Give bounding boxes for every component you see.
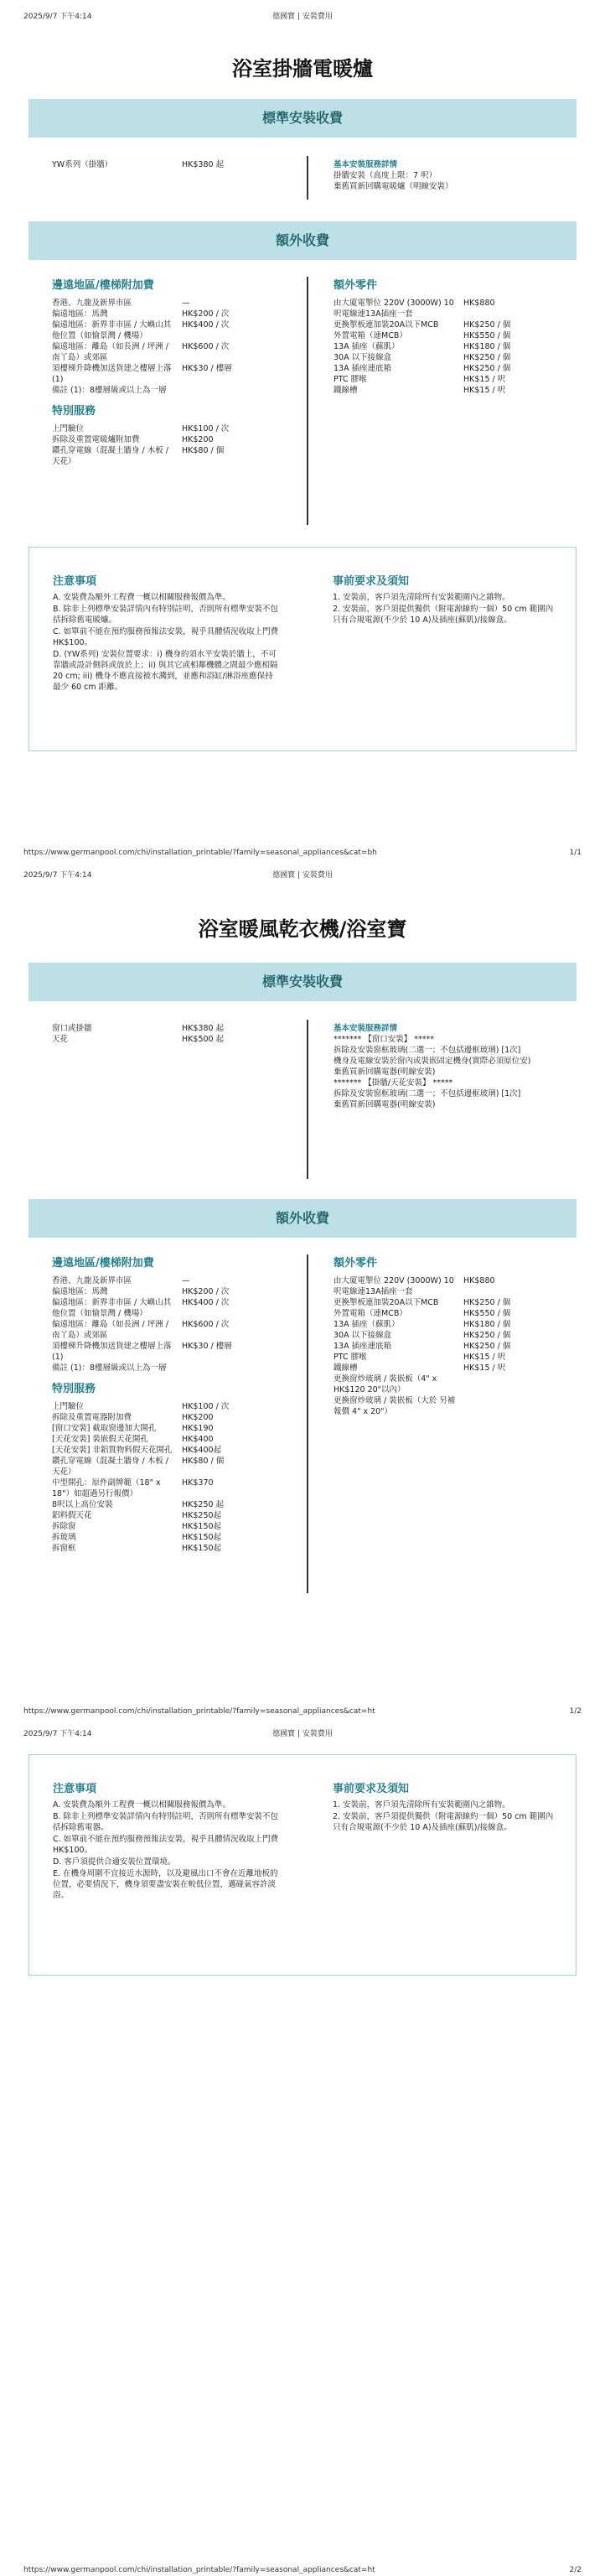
list-item [334,363,577,374]
list-item [334,1297,577,1308]
print-title: 德國寶 | 安裝費用 [272,13,333,21]
item-label: 13A 插座連底箱 [334,1342,392,1351]
item-label: [天花安裝] 非鋁質物料假天花開孔 [52,1446,173,1455]
list-item [52,1532,303,1543]
item-price [463,1395,577,1417]
item-label: 8呎以上高位安裝 [52,1500,113,1509]
item-label: 更換掣板連加裝20A以下MCB [334,1298,439,1307]
list-item [52,423,303,434]
requirement-item: 1. 安裝前，客戶須先清除所有安裝範圍內之雜物。 [333,593,510,602]
list-item [334,1363,577,1374]
requirements-column [333,1784,559,1834]
list-item [52,1423,303,1434]
item-label: 中型開孔：原件副牌範（18" x 18"）如超過另行報價） [52,1478,161,1498]
page-title: 浴室掛牆電暖爐 [232,57,373,80]
list-item [334,1275,577,1297]
item-label: PTC 膠喉 [334,375,367,384]
list-item [52,434,303,445]
item-label: 由大廈電掣位 220V (3000W) 10呎電線連13A插座一套 [334,1276,454,1296]
notes-column [53,576,279,693]
note-item: C. 如單前不能在預約服務預報法安裝，視乎具體情況收取上門費HK$100。 [53,627,279,647]
item-label: 香港、九龍及新界市區 [52,1276,132,1285]
item-price: HK$150起 [182,1522,222,1531]
standard-detail-line: 拆除及安裝窗框玻璃(二選一；不包括邊框玻璃) [1次] [334,1089,521,1098]
item-price: HK$250 / 個 [463,1298,511,1307]
item-price: HK$600 / 次 [182,1320,230,1329]
item-label: 備註 (1)：8樓層級或以上為一層 [52,1363,167,1373]
item-price [182,1363,303,1374]
standard-fee-band: 標準安裝收費 [28,99,577,138]
print-page-3 [0,1717,605,2576]
list-item [52,1543,303,1554]
item-price: HK$250起 [182,1511,222,1520]
requirements-column [333,576,559,626]
item-price: HK$15 / 呎 [463,1353,506,1362]
list-item [334,341,577,352]
item-price: HK$400起 [182,1446,222,1455]
standard-item-name: YW系列（掛牆） [52,160,113,169]
extra-parts-section [334,1254,577,1417]
item-price: HK$80 / 個 [182,1457,225,1466]
list-item [334,1374,577,1395]
list-item [52,1363,303,1374]
note-item: B. 除非上列標準安裝詳情內有特別註明，否則所有標準安裝不包括拆除舊電器。 [53,1812,279,1832]
item-price: HK$400 [182,1435,214,1444]
item-label: 偏遠地區：新界非市區 / 大嶼山其他位置（如愉景灣 / 機場） [52,1298,172,1318]
notes-column [53,1784,279,1902]
standard-item-price: HK$380 起 [182,1024,225,1033]
footer-page-number: 2/2 [569,2566,582,2574]
print-title: 德國寶 | 安裝費用 [272,871,333,880]
footer-page-number: 1/1 [569,849,582,857]
item-label: 外置電箱（連MCB） [334,1309,407,1318]
extra-fee-band: 額外收費 [28,221,577,260]
item-price: HK$370 [182,1478,214,1488]
footer-url: https://www.germanpool.com/chi/installation_printable/?family=seasonal_appliances&cat=ht [23,2566,375,2574]
note-item: C. 如單前不能在預約服務預報法安裝，視乎具體情況收取上門費HK$100。 [53,1835,279,1855]
list-item [52,1319,303,1341]
print-datetime: 2025/9/7 下午4:14 [23,871,92,880]
item-price: HK$200 [182,435,214,444]
item-price: HK$30 / 樓層 [182,1342,232,1351]
item-label: 拆窗框 [52,1544,76,1553]
item-price [463,1374,577,1395]
list-item [52,1275,303,1286]
remote-surcharge-title: 邊遠地區/樓梯附加費 [52,1257,154,1270]
print-page-2 [0,859,605,1717]
footer-url: https://www.germanpool.com/chi/installation_printable/?family=seasonal_appliances&cat=ht [23,1707,375,1716]
list-item [52,341,303,363]
item-label: [天花安裝] 裝嵌假天花開孔 [52,1435,148,1444]
item-price: HK$180 / 個 [463,1320,511,1329]
standard-detail [334,1023,577,1110]
note-item: A. 安裝費為額外工程費一概以相關服務報價為準。 [53,593,230,602]
list-item [52,1286,303,1297]
requirement-item: 1. 安裝前，客戶須先清除所有安裝範圍內之雜物。 [333,1800,510,1810]
notes-title: 注意事項 [53,575,97,588]
notes-box [28,547,577,751]
standard-detail-line: 棄舊買新回購電器(明線安裝) [334,1067,436,1077]
page-title: 浴室暖風乾衣機/浴室寶 [198,917,407,941]
standard-detail-line: 棄舊買新回購電暖爐（明線安裝） [334,182,453,191]
list-item [334,1308,577,1319]
item-label: 外置電箱（連MCB） [334,331,407,340]
item-label: 備註 (1)：8樓層級或以上為一層 [52,386,167,395]
item-label: 13A 插座連底箱 [334,364,392,373]
item-price: — [182,1276,190,1285]
item-label: 鑽孔穿電線（混凝土牆身 / 木板 / 天花） [52,1457,168,1477]
item-label: 更換窗炒玻璃 / 裝嵌板（4" x HK$120 20"以內） [334,1374,437,1394]
item-price: HK$200 / 次 [182,1287,230,1296]
item-price: HK$250 / 個 [463,364,511,373]
item-price: HK$15 / 呎 [463,375,506,384]
list-item [334,330,577,341]
item-label: PTC 膠喉 [334,1353,367,1362]
list-item [52,1510,303,1521]
item-price: HK$100 / 次 [182,1402,230,1411]
column-divider [307,1020,308,1179]
item-label: 13A 插座（蘇肌） [334,342,400,351]
requirements-title: 事前要求及須知 [333,575,410,588]
item-price: HK$190 [182,1424,214,1433]
item-price: HK$150起 [182,1533,222,1542]
item-label: 偏遠地區：馬灣 [52,309,108,319]
item-label: 須樓梯升降機加送貨建之樓層上落 (1) [52,1342,172,1362]
standard-detail-line: 拆除及安裝窗框玻璃(二選一；不包括邊框玻璃) [1次] [334,1046,521,1055]
item-price: HK$80 / 個 [182,446,225,455]
list-item [52,309,303,319]
column-divider [307,1254,308,1593]
list-item [334,298,577,319]
standard-items [52,1023,287,1045]
list-item [52,319,303,341]
extra-parts-section [334,277,577,396]
list-item [52,1297,303,1319]
item-label: 鑽孔穿電線（混凝土牆身 / 木板 / 天花） [52,446,168,466]
item-label: 30A 以下接線盒 [334,1331,392,1340]
standard-fee-band: 標準安裝收費 [28,963,577,1001]
item-price: HK$400 / 次 [182,1298,230,1307]
print-title: 德國寶 | 安裝費用 [272,1730,333,1738]
standard-detail-line: 掛牆安裝（高度上限：7 呎） [334,171,437,180]
standard-item-price: HK$500 起 [182,1035,225,1044]
list-item [334,1341,577,1352]
item-price: — [182,299,190,308]
item-label: 拆除窗 [52,1522,76,1531]
item-price: HK$30 / 樓層 [182,364,232,373]
remote-surcharge-title: 邊遠地區/樓梯附加費 [52,279,154,292]
requirement-item: 2. 安裝前，客戶須提供獨供（附電源線約一個）50 cm 範圍內只有合規電源(不少於 10 A)及插座(蘇肌)/接線盒。 [333,605,554,625]
remote-surcharge-section [52,277,303,467]
print-datetime: 2025/9/7 下午4:14 [23,13,92,21]
standard-detail-title: 基本安裝服務詳情 [334,1024,398,1033]
item-price: HK$250 起 [182,1500,225,1509]
list-item [52,363,303,385]
list-item [52,385,303,396]
column-divider [307,277,308,525]
item-label: 拆除及重置電暖爐附加費 [52,435,140,444]
item-label: 30A 以下接線盒 [334,353,392,362]
item-price: HK$15 / 呎 [463,1363,506,1373]
standard-item-name: 天花 [52,1035,69,1044]
item-price: HK$250 / 個 [463,320,511,330]
item-label: 由大廈電掣位 220V (3000W) 10呎電線連13A插座一套 [334,299,454,319]
list-item [334,352,577,363]
list-item [52,1521,303,1532]
item-label: 香港、九龍及新界市區 [52,299,132,308]
item-price [182,385,303,396]
requirements-title: 事前要求及須知 [333,1783,410,1795]
item-label: 偏遠地區：離島（如長洲 / 坪洲 / 南丫島）或郊區 [52,342,168,362]
extra-parts-title: 額外零件 [334,279,378,292]
item-label: 偏遠地區：新界非市區 / 大嶼山其他位置（如愉景灣 / 機場） [52,320,172,340]
footer-url: https://www.germanpool.com/chi/installation_printable/?family=seasonal_appliances&cat=bh [23,849,377,857]
item-price: HK$600 / 次 [182,342,230,351]
item-label: 13A 插座（蘇肌） [334,1320,400,1329]
item-price: HK$200 / 次 [182,309,230,319]
item-label: [窗口安裝] 截取窗邊加大開孔 [52,1424,157,1433]
list-item [334,1352,577,1363]
list-item [52,445,303,467]
list-item [334,374,577,385]
item-price: HK$400 / 次 [182,320,230,330]
item-label: 拆玻璃 [52,1533,76,1542]
item-price: HK$550 / 個 [463,1309,511,1318]
item-price: HK$200 [182,1413,214,1422]
item-price: HK$100 / 次 [182,424,230,434]
note-item: E. 在機身周圍不宜接近水源時，以及避風出口不會在近離地板的位置，必要情況下，機身須要盡安裝在較低位置，邁碰氣容許淡浴。 [53,1869,278,1900]
standard-detail-title: 基本安裝服務詳情 [334,160,398,169]
list-item [334,319,577,330]
note-item: A. 安裝費為額外工程費一概以相關服務報價為準。 [53,1800,230,1810]
footer-page-number: 1/2 [569,1707,582,1716]
standard-item-row [52,159,287,170]
standard-detail-line: ******* 【掛牆/天花安裝】 ***** [334,1078,453,1088]
item-price: HK$880 [463,299,495,308]
note-item: D. (YW系列) 安裝位置要求：i) 機身的須水平安裝於牆上，不可靠牆或設計側斜或放於上；ii) 與其它或相鄰機體之間最少應相隔 20 cm; iii) 機身不應直接被水濺到，並應和浴缸/淋浴座應保持最少 60 cm 距離。 [53,650,278,692]
item-label: 上門驗位 [52,1402,85,1411]
item-price: HK$150起 [182,1544,222,1553]
standard-detail [334,159,577,192]
note-item: D. 客戶須提供合適安裝位置環境。 [53,1857,176,1867]
item-label: 須樓梯升降機加送貨建之樓層上落 (1) [52,364,172,384]
list-item [52,1341,303,1363]
item-label: 偏遠地區：馬灣 [52,1287,108,1296]
list-item [52,1412,303,1423]
list-item [52,1445,303,1456]
list-item [334,1330,577,1341]
item-label: 鋁料假天花 [52,1511,92,1520]
standard-detail-line: ******* 【窗口安裝】 ***** [334,1035,435,1044]
special-service-title: 特別服務 [52,1383,96,1395]
standard-item-row [52,1023,287,1034]
requirement-item: 2. 安裝前，客戶須提供獨供（附電源線約一個）50 cm 範圍內只有合規電源(不少於 10 A)及插座(蘇肌)/接線盒。 [333,1812,554,1832]
standard-item-name: 窗口或掛牆 [52,1024,92,1033]
item-label: 更換窗炒玻璃 / 裝嵌板（大於 另補報價 4" x 20"） [334,1396,456,1416]
list-item [334,1395,577,1417]
standard-item-row [52,1034,287,1045]
list-item [52,1434,303,1445]
item-price: HK$550 / 個 [463,331,511,340]
standard-detail-line: 機身及電線安裝於窗內或裝嵌固定機身(實際必須原位安) [334,1057,531,1066]
print-page-1 [0,0,605,859]
item-label: 上門驗位 [52,424,85,434]
item-label: 鐵線槽 [334,386,358,395]
standard-detail-line: 棄舊買新回購電器(明線安裝) [334,1100,436,1109]
item-label: 鐵線槽 [334,1363,358,1373]
item-price: HK$250 / 個 [463,353,511,362]
print-datetime: 2025/9/7 下午4:14 [23,1730,92,1738]
item-price: HK$880 [463,1276,495,1285]
special-service-title: 特別服務 [52,405,96,418]
item-price: HK$250 / 個 [463,1331,511,1340]
list-item [52,1478,303,1499]
item-price: HK$15 / 呎 [463,386,506,395]
list-item [52,298,303,309]
item-price: HK$180 / 個 [463,342,511,351]
list-item [52,1499,303,1510]
standard-items [52,159,287,170]
column-divider [307,156,308,200]
extra-parts-title: 額外零件 [334,1257,378,1270]
notes-box [28,1754,577,1976]
list-item [52,1456,303,1478]
list-item [334,385,577,396]
notes-title: 注意事項 [53,1783,97,1795]
item-price: HK$250 / 個 [463,1342,511,1351]
item-label: 拆除及重置電器附加費 [52,1413,132,1422]
item-label: 更換掣板連加裝20A以下MCB [334,320,439,330]
list-item [334,1319,577,1330]
remote-surcharge-section [52,1254,303,1554]
extra-fee-band: 額外收費 [28,1199,577,1238]
list-item [52,1401,303,1412]
item-label: 偏遠地區：離島（如長洲 / 坪洲 / 南丫島）或郊區 [52,1320,168,1340]
standard-item-price: HK$380 起 [182,160,225,169]
note-item: B. 除非上列標準安裝詳情內有特別註明，否則所有標準安裝不包括拆除舊電暖爐。 [53,605,279,625]
